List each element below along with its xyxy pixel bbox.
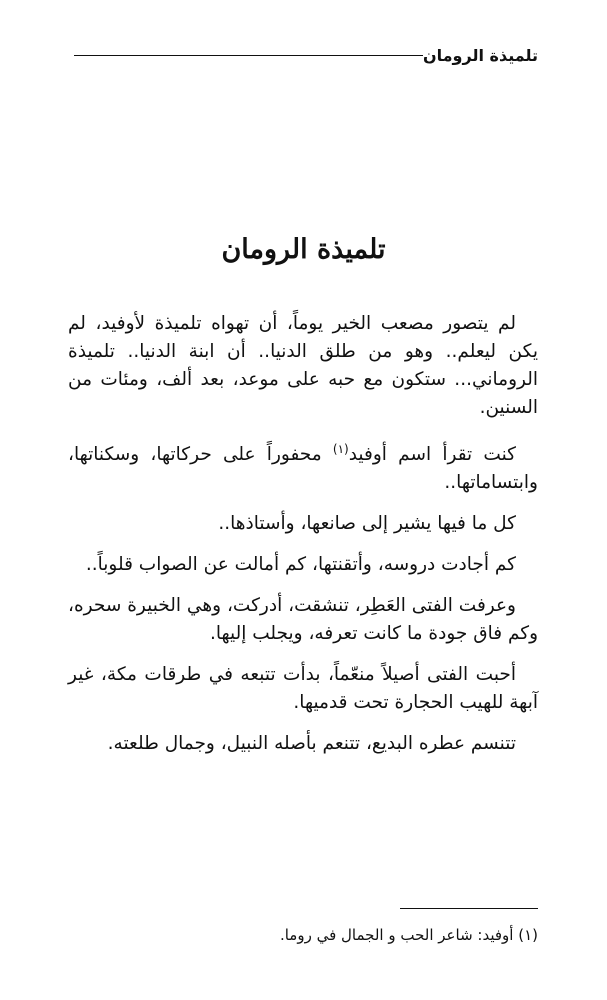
footnote-marker: (١) (332, 442, 349, 456)
header-divider (74, 55, 423, 56)
chapter-body (68, 310, 538, 771)
paragraph: لم يتصور مصعب الخير يوماً، أن تهواه تلميذة لأوفيد، لم يكن ليعلم.. وهو من طلق الدنيا.. أن ابنة الدنيا.. تلميذة الروماني... ستكون مع حبه على موعد، بعد ألف، ومئات من السنين. (68, 313, 538, 418)
chapter-title: تلميذة الرومان (221, 234, 386, 265)
paragraph: أحبت الفتى أصيلاً منعّماً، بدأت تتبعه في طرقات مكة، غير آبهة للهيب الحجارة تحت قدميها. (68, 664, 538, 714)
paragraph-text: محفوراً على حركاتها، وسكناتها، وابتساماتها.. (68, 444, 538, 494)
paragraph: وعرفت الفتى العَطِر، تنشقت، أدركت، وهي الخبيرة سحره، وكم فاق جودة ما كانت تعرفه، ويجلب إليها. (68, 595, 538, 645)
running-header (68, 38, 538, 72)
paragraph (68, 435, 538, 497)
paragraph: كم أجادت دروسه، وأتقنتها، كم أمالت عن الصواب قلوباً.. (85, 554, 516, 576)
paragraph: كل ما فيها يشير إلى صانعها، وأستاذها.. (218, 513, 516, 535)
running-header-title: تلميذة الرومان (422, 45, 538, 65)
footnote-divider (400, 908, 538, 909)
footnote: (١) أوفيد: شاعر الحب و الجمال في روما. (279, 926, 538, 944)
paragraph-text: كنت تقرأ اسم أوفيد (348, 444, 516, 466)
paragraph: تتنسم عطره البديع، تتنعم بأصله النبيل، وجمال طلعته. (107, 733, 516, 755)
